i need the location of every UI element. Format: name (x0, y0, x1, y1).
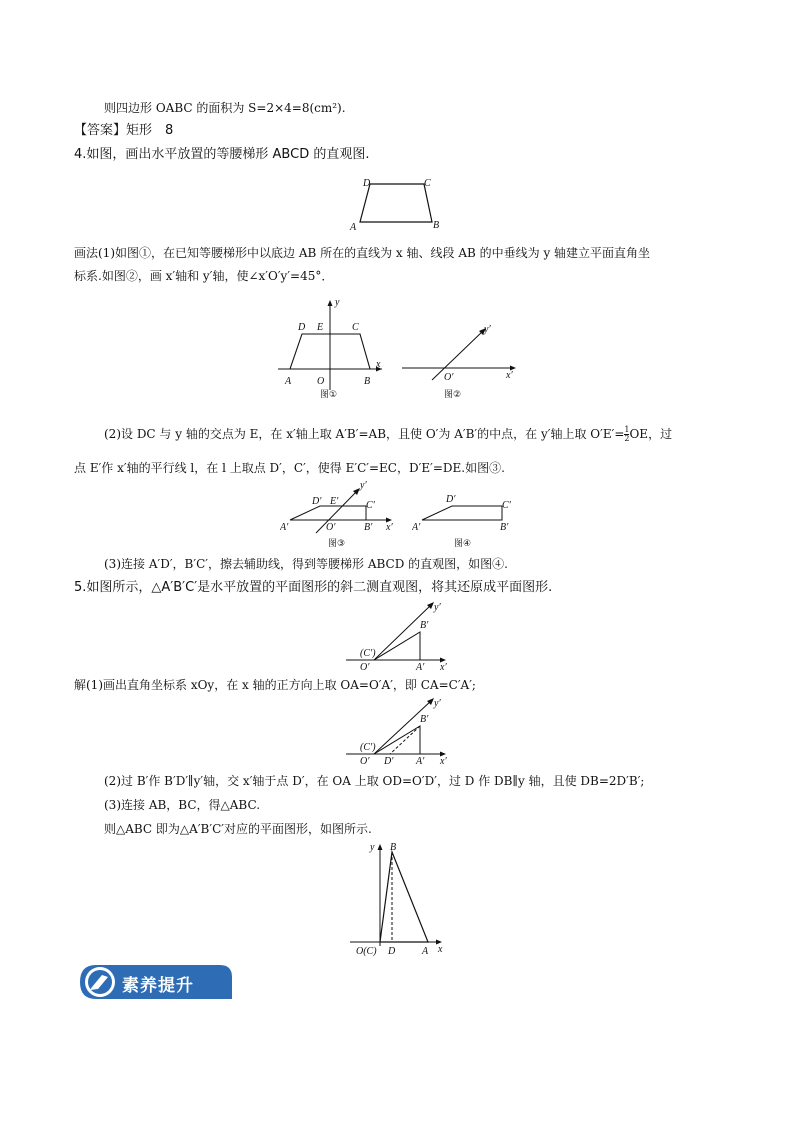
fig1-label-e: E (317, 322, 324, 333)
fig3-trapezoid (290, 506, 366, 520)
fig7-label-b: B (390, 842, 397, 853)
fig4-label-d: D′ (446, 494, 456, 505)
area-result-line: 则四边形 OABC 的面积为 S=2×4=8(cm²). (104, 101, 346, 115)
fig5-label-a: A′ (416, 662, 425, 673)
fig6-label-x: x′ (440, 756, 447, 767)
fig6-y-axis (374, 700, 432, 754)
method-step-1: 画法(1)如图①，在已知等腰梯形中以底边 AB 所在的直线为 x 轴、线段 AB 的中垂线为 y 轴建立平面直角坐 (74, 246, 651, 260)
fig6-label-d: D′ (384, 756, 394, 767)
method-step-2-cont: 点 E′作 x′轴的平行线 l，在 l 上取点 D′，C′，使得 E′C′=EC，D′E′=DE.如图③. (74, 461, 505, 475)
fig3-label-b: B′ (364, 522, 373, 533)
fig1-label-y: y (335, 297, 340, 308)
fig2-label-y: y′ (484, 324, 491, 335)
problem-5-statement: 5.如图所示，△A′B′C′是水平放置的平面图形的斜二测直观图，将其还原成平面图形. (74, 580, 553, 595)
solution-step-2: (2)过 B′作 B′D′∥y′轴，交 x′轴于点 D′，在 OA 上取 OD=O′D′，过 D 作 DB∥y 轴，且使 DB=2D′B′; (104, 774, 645, 788)
fig4-label-a: A′ (412, 522, 421, 533)
fig1-caption: 图① (320, 390, 338, 400)
fig3-label-x: x′ (386, 522, 393, 533)
fig6-triangle (374, 726, 420, 754)
trap-label-b: B (433, 220, 440, 231)
method-step-2-tail: OE，过 (629, 427, 673, 441)
problem-4-statement: 4.如图，画出水平放置的等腰梯形 ABCD 的直观图. (74, 147, 370, 162)
fig1-y-arrow (328, 300, 333, 306)
fig6-dashed-bd (390, 726, 420, 754)
fig7-y-arrow (378, 844, 383, 850)
fig2-label-x: x′ (506, 370, 513, 381)
fig1-label-d: D (298, 322, 306, 333)
fig6-label-b: B′ (420, 714, 429, 725)
section-title: 素养提升 (122, 976, 194, 996)
answer-line: 【答案】矩形 8 (74, 123, 174, 138)
fig7-label-y: y (370, 842, 375, 853)
fig1-label-a: A (285, 376, 292, 387)
figure-5 (340, 598, 460, 674)
fig1-label-o: O (317, 376, 325, 387)
fig4-caption: 图④ (454, 539, 472, 549)
fig6-label-o: O′ (360, 756, 370, 767)
fig5-label-b: B′ (420, 620, 429, 631)
fig3-label-o: O′ (326, 522, 336, 533)
fig3-label-e: E′ (330, 496, 339, 507)
fig6-label-a: A′ (416, 756, 425, 767)
figure-1 (272, 292, 392, 402)
fraction-denominator: 2 (624, 434, 630, 443)
fig4-trapezoid (422, 506, 502, 520)
figure-2 (398, 320, 523, 402)
solution-step-3: (3)连接 AB，BC，得△ABC. (104, 798, 261, 812)
figure-6 (340, 694, 460, 770)
fig5-label-x: x′ (440, 662, 447, 673)
fig1-label-b: B (364, 376, 371, 387)
solution-step-1: 解(1)画出直角坐标系 xOy，在 x 轴的正方向上取 OA=O′A′，即 CA=C′A′; (74, 678, 476, 692)
trapezoid-figure (340, 172, 450, 234)
fig5-label-c: (C′) (360, 648, 376, 659)
trap-label-a: A (350, 222, 357, 233)
method-step-2-text: (2)设 DC 与 y 轴的交点为 E，在 x′轴上取 A′B′=AB，且使 O′为 A′B′的中点，在 y′轴上取 O′E′= (104, 427, 625, 441)
fig1-label-c: C (352, 322, 359, 333)
fig7-label-o: O(C) (356, 946, 377, 957)
method-step-3: (3)连接 A′D′，B′C′，擦去辅助线，得到等腰梯形 ABCD 的直观图，如图④. (104, 557, 508, 571)
figure-4 (412, 488, 522, 552)
fig4-label-c: C′ (502, 500, 511, 511)
trapezoid-shape (360, 184, 432, 222)
fig1-label-x: x (376, 359, 381, 370)
fig3-caption: 图③ (328, 539, 346, 549)
fig4-label-b: B′ (500, 522, 509, 533)
fig6-label-c: (C′) (360, 742, 376, 753)
fig2-label-o: O′ (444, 372, 454, 383)
fig3-label-y: y′ (360, 480, 367, 491)
trap-label-c: C (424, 178, 431, 189)
method-step-2 (104, 426, 672, 443)
figure-3 (280, 478, 400, 552)
fig5-label-y: y′ (434, 602, 441, 613)
fig5-triangle (374, 632, 420, 660)
fig3-label-c: C′ (366, 500, 375, 511)
fig3-label-d: D′ (312, 496, 322, 507)
fig5-y-axis (374, 604, 432, 660)
fig7-triangle (380, 852, 428, 942)
solution-conclusion: 则△ABC 即为△A′B′C′对应的平面图形，如图所示. (104, 822, 372, 836)
fig7-label-d: D (388, 946, 396, 957)
fig5-label-o: O′ (360, 662, 370, 673)
trap-label-d: D (363, 178, 371, 189)
fig6-label-y: y′ (434, 698, 441, 709)
fraction-numerator: 1 (624, 425, 630, 434)
fig2-caption: 图② (444, 390, 462, 400)
fig2-y-axis (432, 330, 484, 380)
figure-7 (346, 838, 456, 960)
fig7-label-a: A (422, 946, 429, 957)
fig3-label-a: A′ (280, 522, 289, 533)
method-step-1-cont: 标系.如图②，画 x′轴和 y′轴，使∠x′O′y′=45°． (74, 269, 334, 283)
fig7-label-x: x (438, 944, 443, 955)
